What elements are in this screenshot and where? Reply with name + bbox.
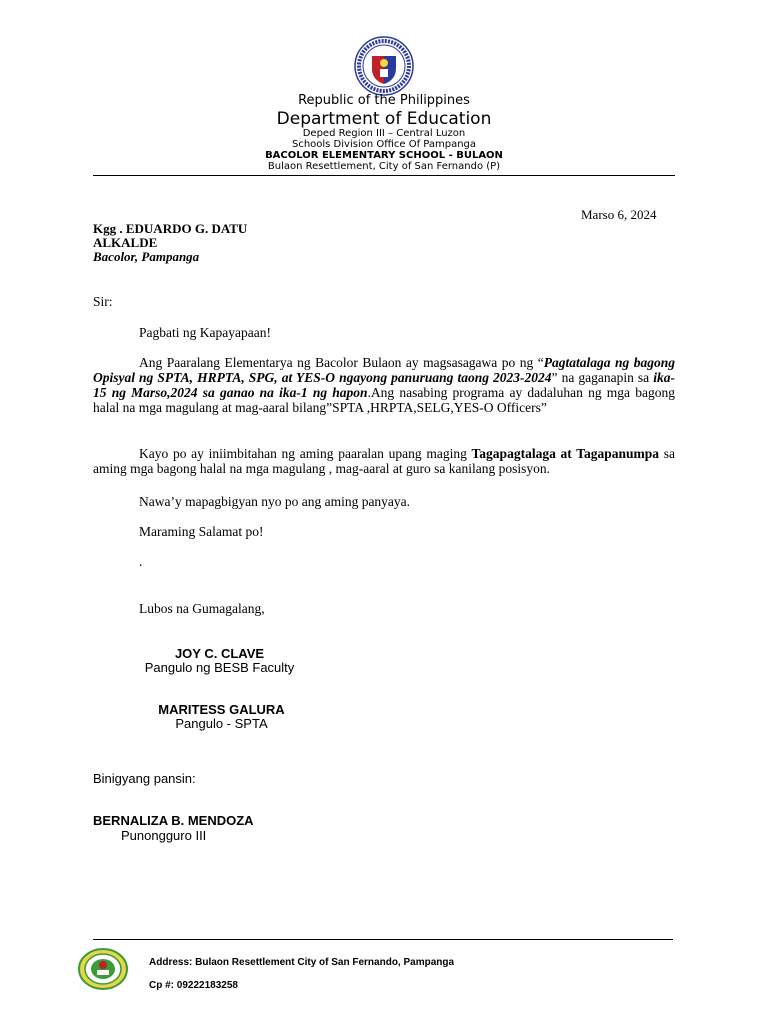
recipient-title: ALKALDE [93,235,158,250]
event-name: Pagtatalaga ng bagong Opisyal ng SPTA, HRPTA, SPG, at YES-O ngayong panuruang taong 2023-2024 [93,355,675,385]
school-name: BACOLOR ELEMENTARY SCHOOL - BULAON [265,150,503,161]
p2-intro: Kayo po ay iniimbitahan ng aming paaralan upang maging [139,446,472,461]
body-paragraph-1 [93,355,675,415]
signatory-2-title: Pangulo - SPTA [175,716,268,731]
salutation: Sir: [93,294,113,309]
footer-divider [93,939,673,940]
greeting: Pagbati ng Kapayapaan! [139,325,271,340]
noted-label: Binigyang pansin: [93,771,196,786]
school-address: Bulaon Resettlement, City of San Fernando (P) [267,161,501,172]
closing-line: Lubos na Gumagalang, [139,601,265,616]
body-paragraph-2 [93,446,675,476]
principal-name: BERNALIZA B. MENDOZA [93,813,254,828]
signatory-1-name: JOY C. CLAVE [174,646,265,661]
letter-date: Marso 6, 2024 [581,207,657,222]
principal-title: Punongguro III [121,828,207,843]
event-schedule: ika-15 ng Marso,2024 sa ganao na ika-1 ng hapon [93,370,675,400]
header-divider [93,175,675,176]
invited-role: Tagapagtalaga at Tagapanumpa [471,446,660,461]
deped-seal-logo [354,36,414,96]
republic-line: Republic of the Philippines [298,93,470,108]
dot-line: . [139,554,143,569]
recipient-place: Bacolor, Pampanga [93,249,200,264]
region-line: Deped Region III – Central Luzon [302,128,466,139]
recipient-name: Kgg . EDUARDO G. DATU [93,221,248,236]
p1-mid: ” na gaganapin sa [551,370,654,385]
division-line: Schools Division Office Of Pampanga [291,139,477,150]
department-title: Department of Education [276,109,492,129]
p2-end: sa aming mga bagong halal na mga magulang , mag-aaral at guro sa kanilang posisyon. [93,446,675,476]
p1-end: .Ang nasabing programa ay dadaluhan ng mga bagong halal na mga magulang at mag-aaral bilang”SPTA ,HRPTA,SELG,YES-O Officers” [93,385,675,415]
footer-phone: Cp #: 09222183258 [149,980,238,991]
p1-intro: Ang Paaralang Elementarya ng Bacolor Bulaon ay magsasagawa po ng “ [139,355,544,370]
thanks-line: Maraming Salamat po! [139,524,264,539]
signatory-2-name: MARITESS GALURA [158,702,285,717]
signatory-1-title: Pangulo ng BESB Faculty [144,660,295,675]
footer-address: Address: Bulaon Resettlement City of San Fernando, Pampanga [149,957,455,968]
school-logo [78,948,128,990]
body-paragraph-3: Nawa’y mapagbigyan nyo po ang aming panyaya. [139,494,411,509]
